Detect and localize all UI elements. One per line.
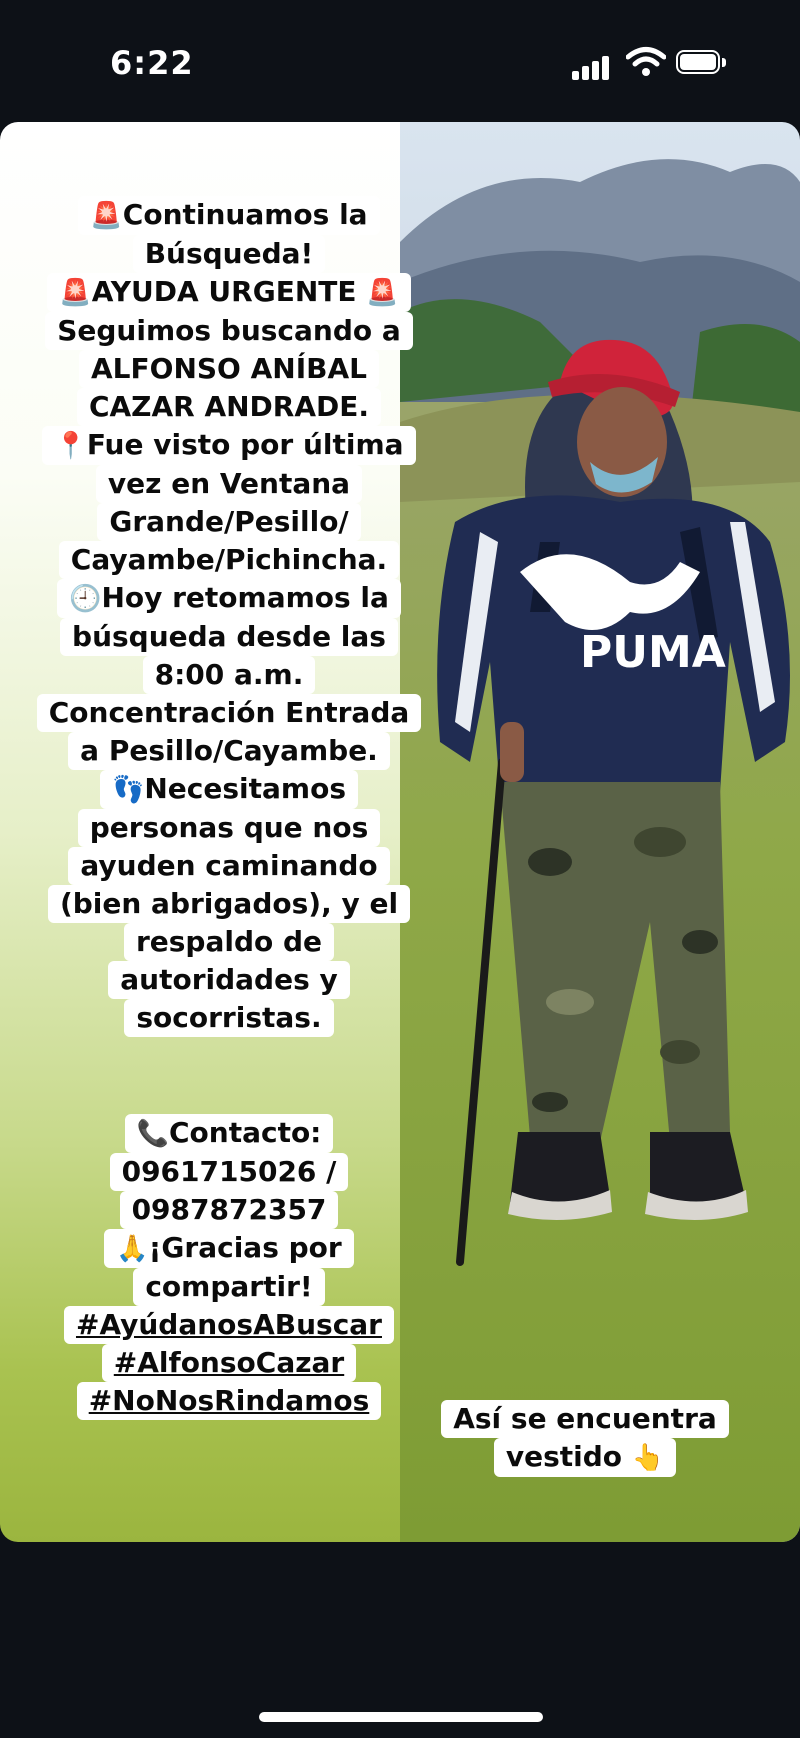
outfit-caption [420, 1400, 750, 1477]
line-text: Continuamos la [122, 198, 368, 231]
text-line [78, 809, 381, 847]
wifi-icon [626, 46, 666, 78]
line-text: búsqueda desde las [72, 620, 386, 653]
line-text: respaldo de [135, 925, 323, 958]
text-line [78, 196, 379, 235]
emoji-icon: 👣 [111, 775, 145, 805]
text-line [133, 1268, 324, 1306]
hoodie-brand-text: PUMA [580, 627, 726, 678]
text-line [108, 961, 350, 999]
pointing-up-icon: 👆 [631, 1443, 665, 1473]
emoji-icon: 🙏 [116, 1234, 149, 1264]
line-text: Fue visto por última [86, 428, 404, 461]
caption-line: Así se encuentra [441, 1400, 729, 1438]
story-image [0, 122, 800, 1542]
text-line [97, 503, 360, 541]
line-text: autoridades y [120, 963, 338, 996]
line-text: Necesitamos [144, 772, 346, 805]
cellular-signal-icon [572, 50, 612, 80]
text-line [124, 999, 333, 1037]
emoji-icon: 🚨 [366, 278, 399, 308]
emoji-icon: 🚨 [59, 278, 92, 308]
text-line [79, 350, 379, 388]
line-text: compartir! [145, 1270, 313, 1303]
text-line [96, 465, 362, 503]
text-line [37, 694, 422, 732]
text-line [68, 732, 390, 770]
line-text: Hoy retomamos la [101, 581, 389, 614]
hashtag-link[interactable]: #NoNosRindamos [77, 1382, 382, 1420]
emoji-icon: 🕘 [69, 584, 102, 614]
text-line [48, 885, 410, 923]
text-line [57, 579, 401, 618]
text-line [124, 923, 334, 961]
main-message [20, 196, 438, 1037]
line-text: vez en Ventana [107, 467, 351, 500]
status-time: 6:22 [110, 44, 194, 82]
text-line [59, 541, 399, 579]
line-text: Concentración Entrada [48, 696, 410, 729]
caption-line [494, 1438, 676, 1477]
text-line [42, 426, 415, 465]
text-line [133, 235, 326, 273]
line-text: 8:00 a.m. [154, 658, 304, 691]
battery-icon [676, 50, 726, 76]
caption-line-2-text: vestido [505, 1440, 623, 1473]
text-line [143, 656, 316, 694]
line-text: (bien abrigados), y el [59, 887, 399, 920]
status-bar [0, 0, 800, 120]
emoji-icon: 🚨 [90, 201, 123, 231]
line-text: AYUDA URGENTE [91, 275, 357, 308]
line-text: Seguimos buscando a [57, 314, 401, 347]
hashtag-link[interactable]: #AlfonsoCazar [102, 1344, 356, 1382]
text-line [77, 388, 381, 426]
hashtag-link[interactable]: #AyúdanosABuscar [64, 1306, 394, 1344]
line-text: CAZAR ANDRADE. [88, 390, 370, 423]
line-text: Búsqueda! [144, 237, 314, 270]
text-line [125, 1114, 334, 1153]
text-line [68, 847, 389, 885]
line-text: socorristas. [136, 1001, 322, 1034]
text-line [110, 1153, 349, 1191]
missing-person-photo [400, 122, 800, 1542]
line-text: 0961715026 / [121, 1155, 337, 1188]
text-line [47, 273, 410, 312]
line-text: 0987872357 [131, 1193, 327, 1226]
text-line [45, 312, 413, 350]
text-line [100, 770, 358, 809]
line-text: personas que nos [89, 811, 369, 844]
text-line [60, 618, 398, 656]
emoji-icon: 📞 [136, 1119, 169, 1149]
emoji-icon: 📍 [54, 431, 87, 461]
line-text: Contacto: [168, 1116, 322, 1149]
line-text: ayuden caminando [80, 849, 378, 882]
home-indicator[interactable] [259, 1712, 543, 1722]
text-line [120, 1191, 339, 1229]
contact-block [20, 1114, 438, 1420]
text-line [104, 1229, 353, 1268]
line-text: Grande/Pesillo/ [109, 505, 349, 538]
line-text: ALFONSO ANÍBAL [91, 352, 367, 385]
line-text: a Pesillo/Cayambe. [80, 734, 378, 767]
line-text: Cayambe/Pichincha. [70, 543, 388, 576]
line-text: ¡Gracias por [148, 1231, 342, 1264]
